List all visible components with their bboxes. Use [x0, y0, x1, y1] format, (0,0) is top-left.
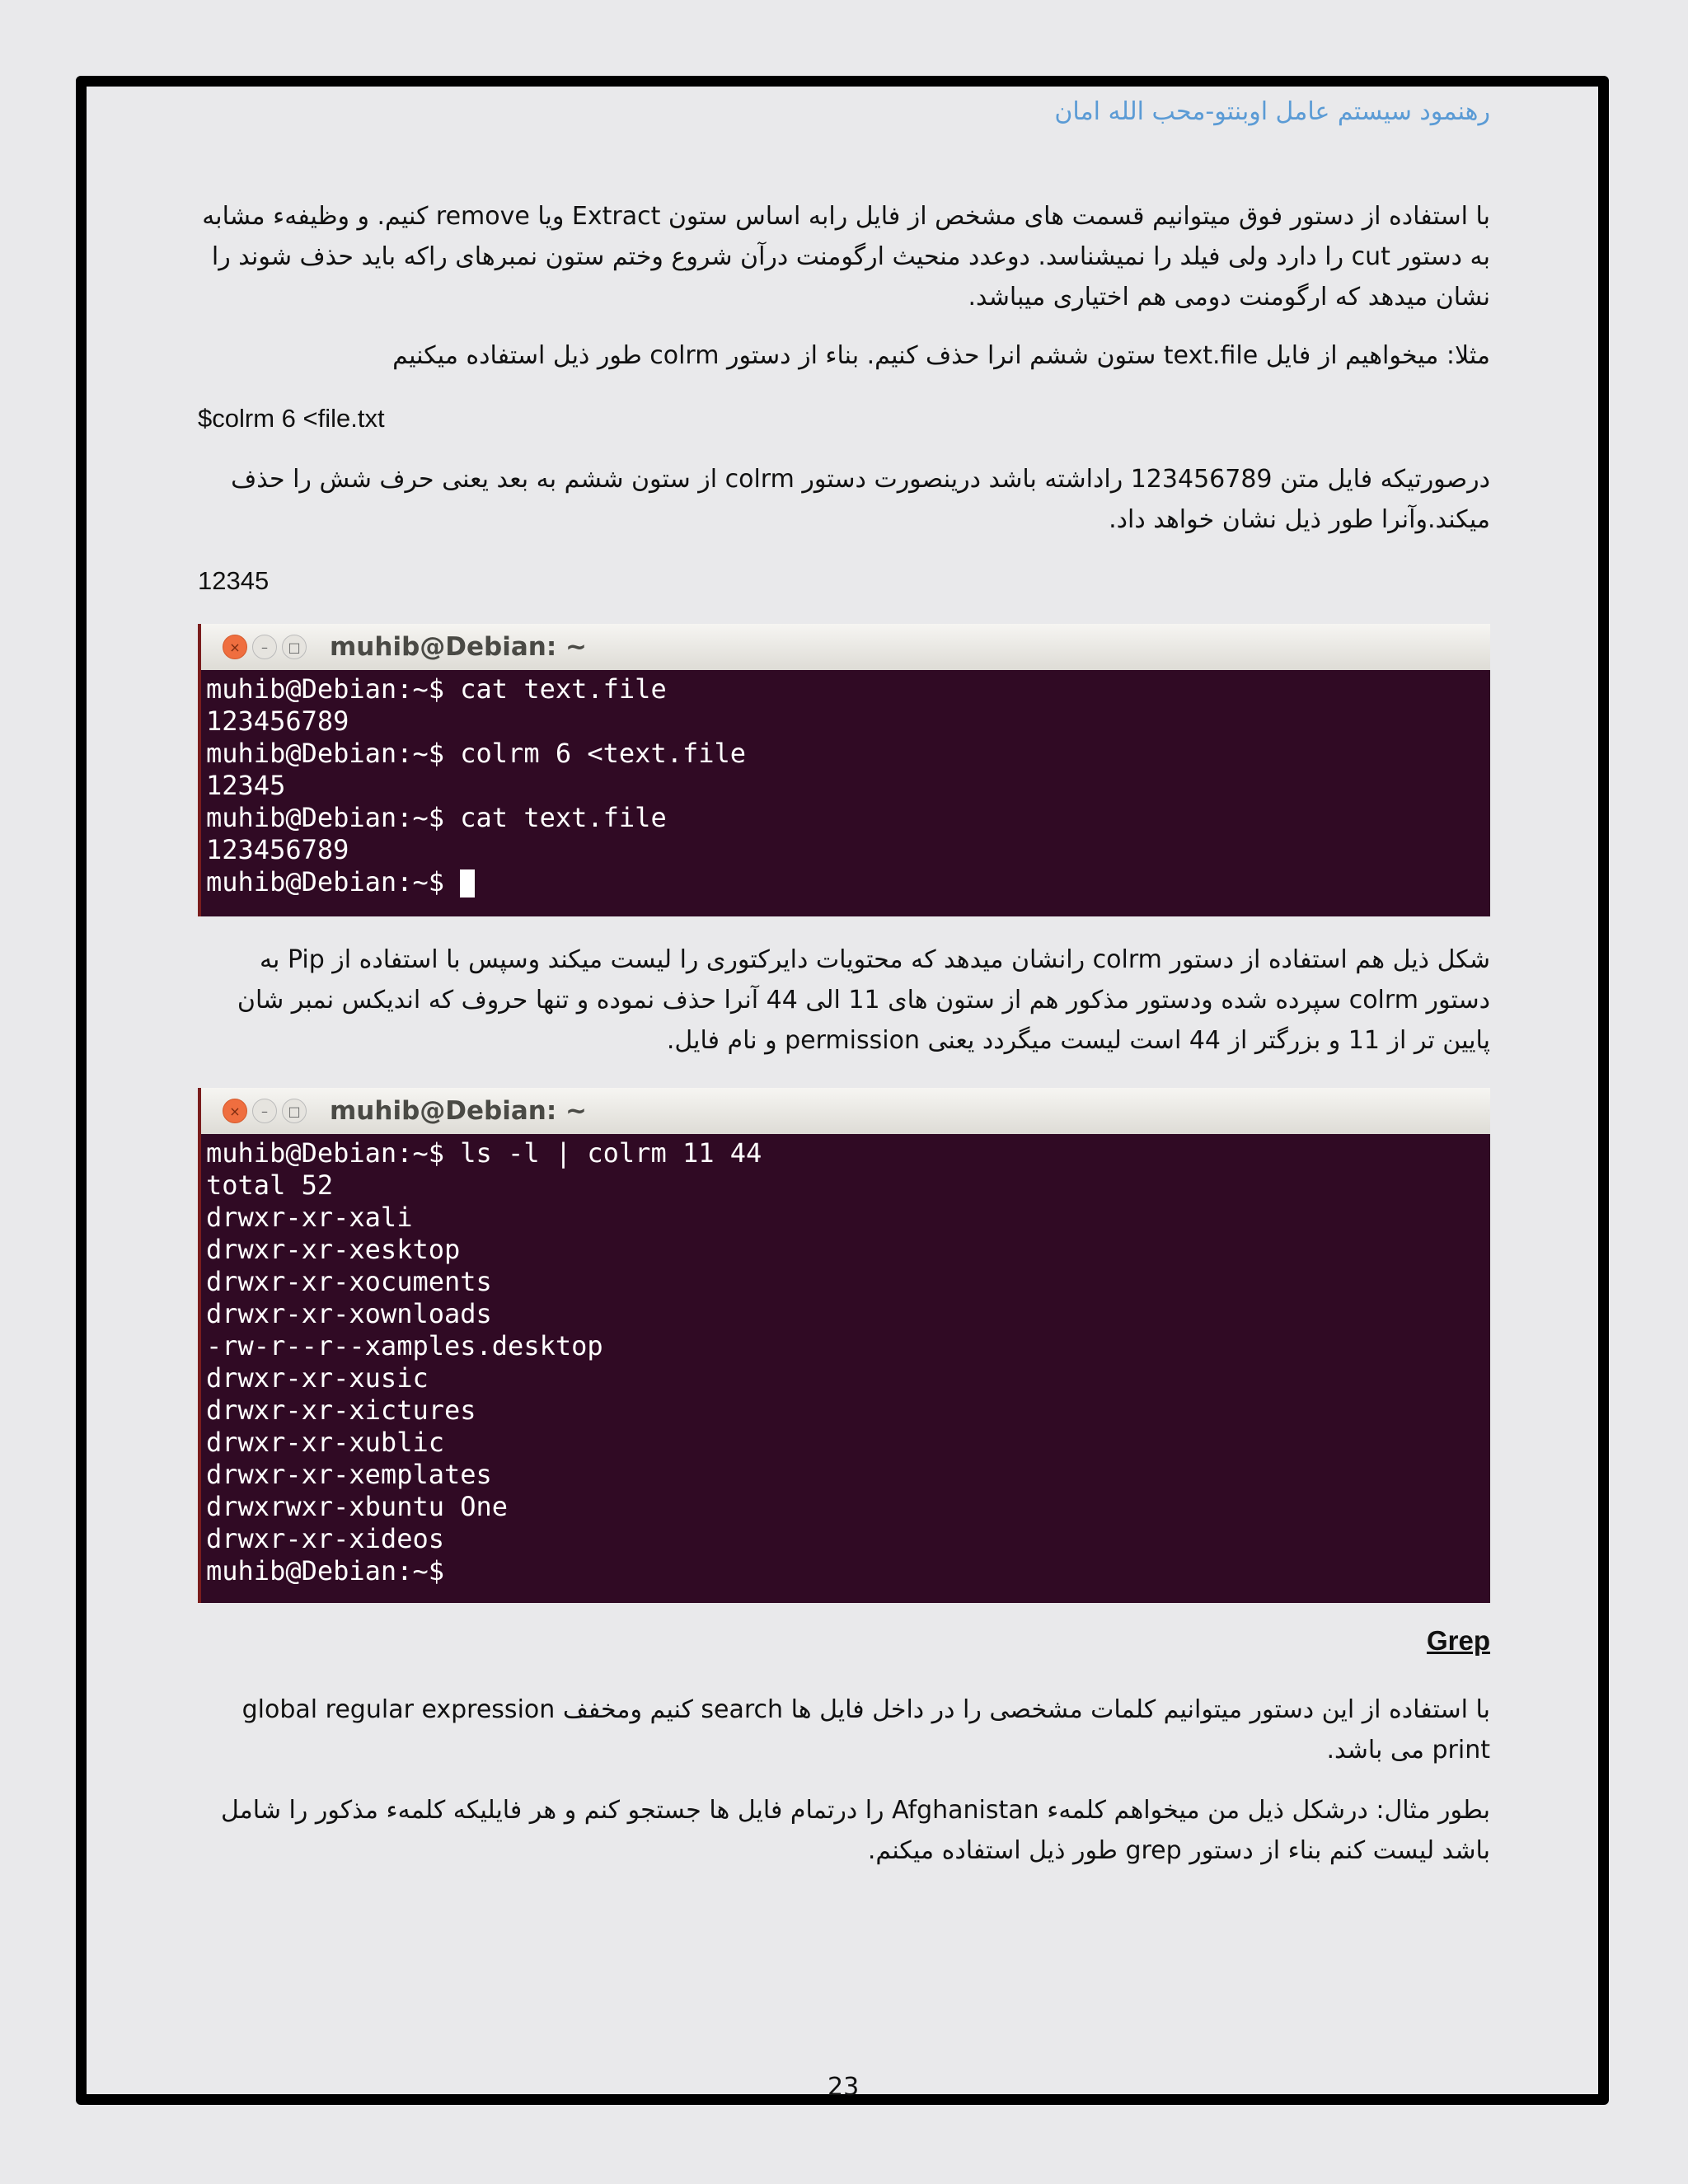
terminal-line: muhib@Debian:~$ cat text.file — [206, 673, 667, 705]
terminal-cursor — [460, 869, 475, 898]
terminal-prompt: muhib@Debian:~$ — [206, 866, 461, 898]
terminal-line: drwxr-xr-xideos — [206, 1523, 444, 1554]
close-icon[interactable]: × — [223, 1099, 247, 1123]
minimize-icon[interactable]: – — [252, 635, 277, 659]
result-text: 12345 — [198, 566, 270, 595]
terminal-line: drwxr-xr-xownloads — [206, 1298, 492, 1329]
terminal-window-1 — [198, 624, 1490, 916]
terminal-line: drwxr-xr-xocuments — [206, 1266, 492, 1297]
terminal-title: muhib@Debian: ~ — [330, 632, 587, 662]
terminal-line: muhib@Debian:~$ — [206, 1555, 444, 1586]
terminal-line: drwxr-xr-xemplates — [206, 1459, 492, 1490]
page-number: 23 — [828, 2073, 860, 2102]
minimize-icon[interactable]: – — [252, 1099, 277, 1123]
paragraph-grep-intro: با استفاده از این دستور میتوانیم کلمات مشخصی را در داخل فایل ها search کنیم ومخفف global regular expression print می باشد. — [241, 1695, 1490, 1765]
terminal-line: drwxr-xr-xictures — [206, 1394, 476, 1426]
close-icon[interactable]: × — [223, 635, 247, 659]
terminal-line: muhib@Debian:~$ colrm 6 <text.file — [206, 738, 747, 769]
terminal-output — [201, 670, 1490, 903]
terminal-title: muhib@Debian: ~ — [330, 1096, 587, 1126]
terminal-line: -rw-r--r--xamples.desktop — [206, 1330, 603, 1361]
terminal-line: drwxrwxr-xbuntu One — [206, 1491, 509, 1522]
maximize-icon[interactable]: □ — [282, 635, 307, 659]
maximize-icon[interactable]: □ — [282, 1099, 307, 1123]
paragraph-example: مثلا: میخواهیم از فایل text.file ستون ششم انرا حذف کنیم. بناء از دستور colrm طور ذیل استفاده میکنیم — [392, 341, 1490, 370]
command-example: $colrm 6 <file.txt — [198, 404, 385, 433]
terminal-line: 123456789 — [206, 705, 349, 737]
terminal-line: drwxr-xr-xali — [206, 1202, 413, 1233]
section-heading-grep: Grep — [1426, 1625, 1490, 1656]
terminal-line: total 52 — [206, 1169, 334, 1201]
terminal-line: drwxr-xr-xusic — [206, 1362, 429, 1394]
terminal-window-2 — [198, 1088, 1490, 1603]
terminal-line: muhib@Debian:~$ ls -l | colrm 11 44 — [206, 1137, 762, 1169]
terminal-line: 12345 — [206, 770, 286, 801]
terminal-output — [201, 1134, 1490, 1592]
paragraph-grep-example: بطور مثال: درشکل ذیل من میخواهم کلمهء Afghanistan را درتمام فایل ها جستجو کنم و هر فایلیکه کلمهء مذکور را شامل باشد لیست کنم بناء از دستور grep طور ذیل استفاده میکنم. — [220, 1796, 1490, 1865]
terminal-titlebar — [201, 1088, 1490, 1134]
paragraph-colrm-pipe: شکل ذیل هم استفاده از دستور colrm رانشان میدهد که محتویات دایرکتوری را لیست میکند وسپس با استفاده از Pip به دستور colrm سپرده شده ودستور مذکور هم از ستون های 11 الی 44 آنرا حذف نموده و تنها حروف که اندیکس نمبر شان پایین تر از 11 و بزرگتر از 44 است لیست میگردد یعنی permission و نام فایل. — [237, 945, 1490, 1055]
paragraph-explanation: درصورتیکه فایل متن 123456789 راداشته باشد درینصورت دستور colrm از ستون ششم به بعد یعنی حرف شش را حذف میکند.وآنرا طور ذیل نشان خواهد داد. — [231, 465, 1490, 534]
paragraph-colrm-intro: با استفاده از دستور فوق میتوانیم قسمت های مشخص از فایل رابه اساس ستون Extract ویا remove کنیم. و وظیفهء مشابه به دستور cut را دارد ولی فیلد را نمیشناسد. دوعدد منحیث ارگومنت درآن شروع وختم ستون نمبرهای راکه باید حذف شوند را نشان میدهد که ارگومنت دومی هم اختیاری میباشد. — [202, 202, 1490, 312]
terminal-titlebar — [201, 624, 1490, 670]
terminal-line: drwxr-xr-xesktop — [206, 1234, 461, 1265]
terminal-line: drwxr-xr-xublic — [206, 1427, 444, 1458]
page-header: رهنمود سیستم عامل اوبنتو-محب الله امان — [1054, 97, 1490, 126]
terminal-line: 123456789 — [206, 834, 349, 865]
terminal-line: muhib@Debian:~$ cat text.file — [206, 802, 667, 833]
